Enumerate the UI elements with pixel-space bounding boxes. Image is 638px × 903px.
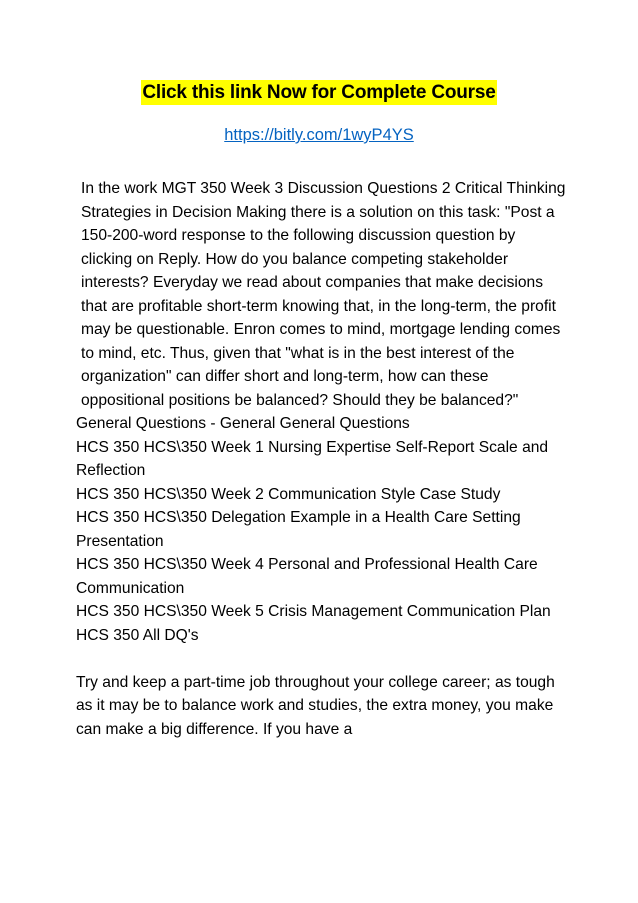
- list-item: HCS 350 HCS\350 Delegation Example in a Health Care Setting Presentation: [76, 509, 521, 550]
- list-item: HCS 350 All DQ's: [76, 626, 199, 644]
- list-item: HCS 350 HCS\350 Week 2 Communication Style Case Study: [76, 485, 501, 503]
- list-item: HCS 350 HCS\350 Week 5 Crisis Management Communication Plan: [76, 603, 551, 620]
- closing-paragraph: Try and keep a part-time job throughout your college career; as tough as it may be to balance work and studies, the extra money, you make can make a big difference. If you have a: [76, 673, 555, 738]
- headline: Click this link Now for Complete Course: [142, 82, 496, 103]
- headline-container: [0, 80, 638, 105]
- list-item: General Questions - General General Questions: [76, 415, 410, 432]
- course-link[interactable]: https://bitly.com/1wyP4YS: [224, 126, 414, 144]
- intro-paragraph: In the work MGT 350 Week 3 Discussion Questions 2 Critical Thinking Strategies in Decision Making there is a solution on this task: "Post a 150-200-word response to the following discussion question by clicking on Reply. How do you balance competing stakeholder interests? Everyday we read about companies that make decisions that are profitable short-term knowing that, in the long-term, the profit may be questionable. Enron comes to mind, mortgage lending comes to mind, etc. Thus, given that "what is in the best interest of the organization" can differ short and long-term, how can these oppositional positions be balanced? Should they be balanced?": [81, 180, 566, 409]
- list-item: HCS 350 HCS\350 Week 1 Nursing Expertise Self-Report Scale and Reflection: [76, 438, 549, 479]
- course-list: [76, 412, 570, 647]
- list-item: HCS 350 HCS\350 Week 4 Personal and Professional Health Care Communication: [76, 556, 538, 597]
- link-container: [0, 124, 638, 146]
- paragraph-gap: [76, 647, 570, 671]
- body-text: [76, 177, 570, 741]
